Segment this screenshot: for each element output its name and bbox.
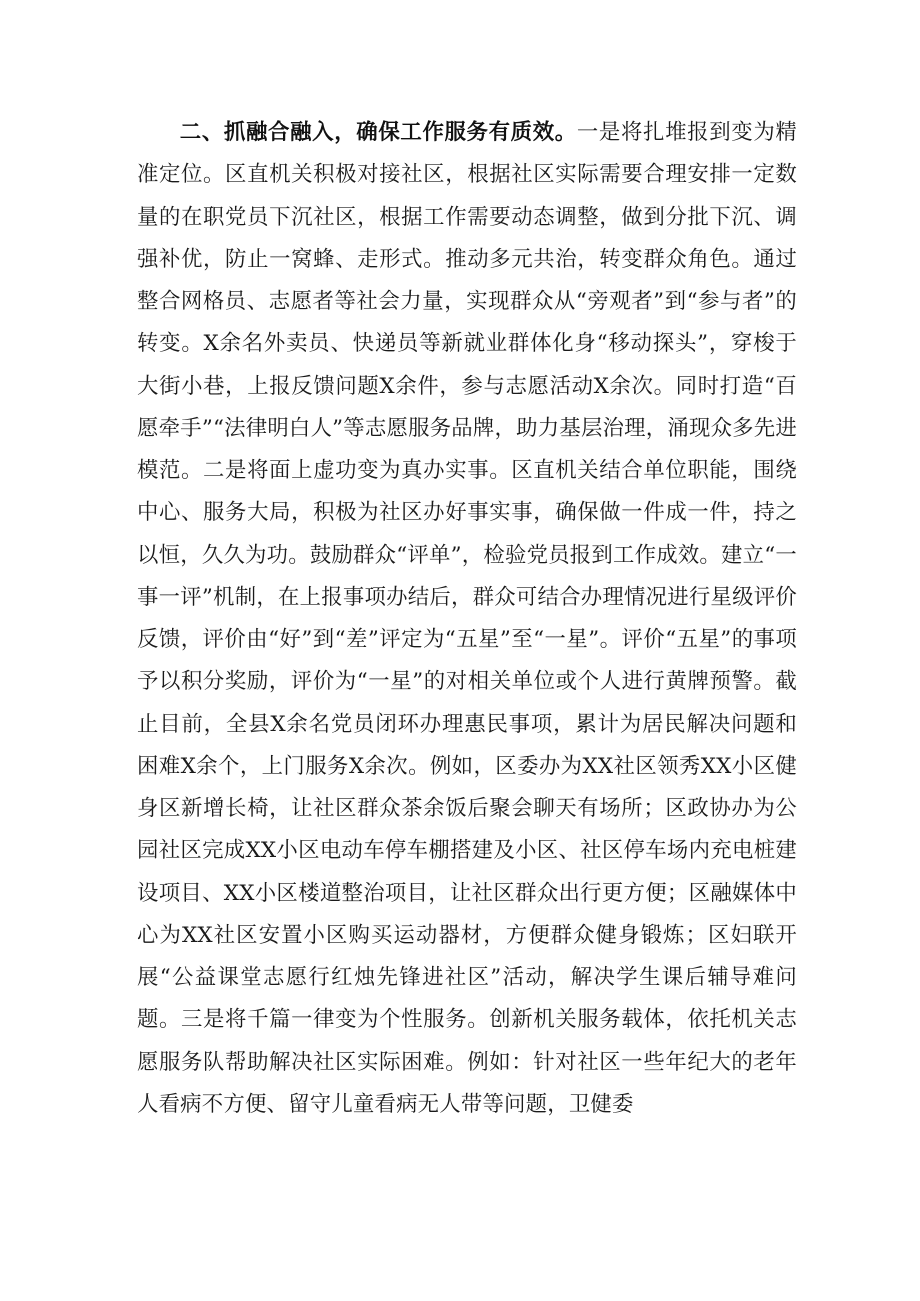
paragraph-text: 一是将扎堆报到变为精准定位。区直机关积极对接社区，根据社区实际需要合理安排一定数量的在职党员下沉社区，根据工作需要动态调整，做到分批下沉、调强补优，防止一窝蜂、走形式。推动多元共治，转变群众角色。通过整合网格员、志愿者等社会力量，实现群众从“旁观者”到“参与者”的转变。X余名外卖员、快递员等新就业群体化身“移动探头”，穿梭于大街小巷，上报反馈问题X余件，参与志愿活动X余次。同时打造“百愿牵手”“法律明白人”等志愿服务品牌，助力基层治理，涌现众多先进模范。二是将面上虚功变为真办实事。区直机关结合单位职能，围绕中心、服务大局，积极为社区办好事实事，确保做一件成一件，持之以恒，久久为功。鼓励群众“评单”，检验党员报到工作成效。建立“一事一评”机制，在上报事项办结后，群众可结合办理情况进行星级评价反馈，评价由“好”到“差”评定为“五星”至“一星”。评价“五星”的事项予以积分奖励，评价为“一星”的对相关单位或个人进行黄牌预警。截止目前，全县X余名党员闭环办理惠民事项，累计为居民解决问题和困难X余个，上门服务X余次。例如，区委办为XX社区领秀XX小区健身区新增长椅，让社区群众茶余饭后聚会聊天有场所；区政协办为公园社区完成XX小区电动车停车棚搭建及小区、社区停车场内充电桩建设项目、XX小区楼道整治项目，让社区群众出行更方便；区融媒体中心为XX社区安置小区购买运动器材，方便群众健身锻炼；区妇联开展“公益课堂志愿行红烛先锋进社区”活动，解决学生课后辅导难问题。三是将千篇一律变为个性服务。创新机关服务载体，依托机关志愿服务队帮助解决社区实际困难。例如：针对社区一些年纪大的老年人看病不方便、留守儿童看病无人带等问题，卫健委 [137,120,797,1117]
section-heading: 二、抓融合融入，确保工作服务有质效。 [179,120,577,145]
body-paragraph [137,112,797,1126]
